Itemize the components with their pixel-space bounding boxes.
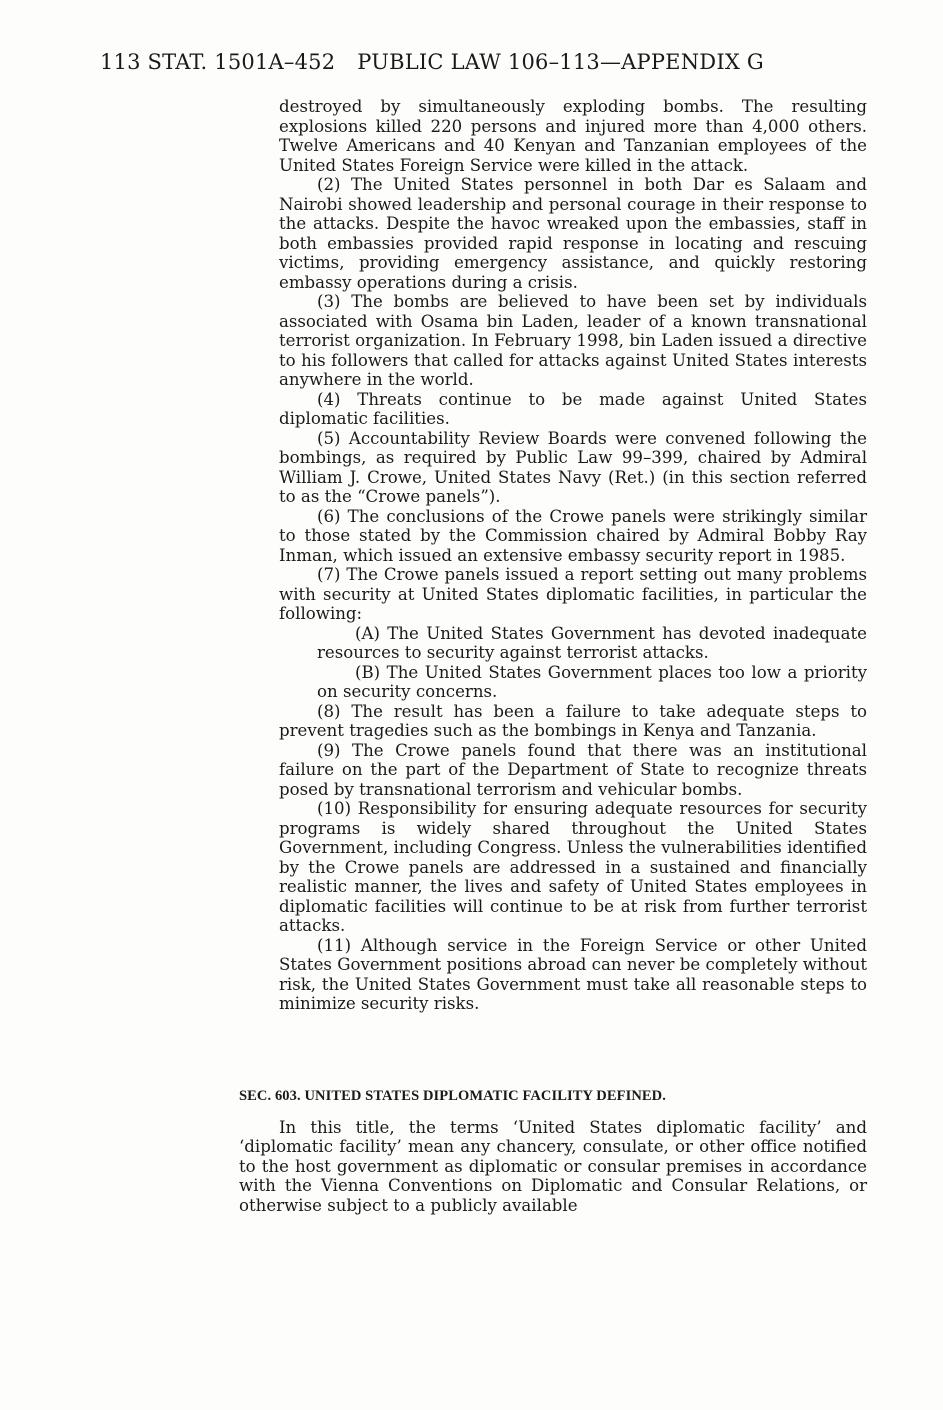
running-head [100,50,764,74]
stat-citation: 113 STAT. 1501A–452 [100,50,336,74]
findings-body [279,97,867,1014]
paragraph-10: (10) Responsibility for ensuring adequate resources for security programs is widely shared throughout the United States Government, including Congress. Unless the vulnerabilities identified by the Crowe panels are addressed in a sustained and financially realistic manner, the lives and safety of United States employees in diplomatic facilities will continue to be at risk from further terrorist attacks. [279,799,867,935]
subparagraph-7a: (A) The United States Government has devoted inadequate resources to security against terrorist attacks. [317,623,867,662]
paragraph-3: (3) The bombs are believed to have been set by individuals associated with Osama bin Laden, leader of a known transnational terrorist organization. In February 1998, bin Laden issued a directive to his followers that called for attacks against United States interests anywhere in the world. [279,292,867,389]
paragraph-5: (5) Accountability Review Boards were convened following the bombings, as required by Public Law 99–399, chaired by Admiral William J. Crowe, United States Navy (Ret.) (in this section referred to as the “Crowe panels”). [279,428,867,506]
paragraph-4: (4) Threats continue to be made against United States diplomatic facilities. [279,389,867,428]
subparagraph-7b: (B) The United States Government places too low a priority on security concerns. [317,662,867,701]
paragraph-6: (6) The conclusions of the Crowe panels were strikingly similar to those stated by the Commission chaired by Admiral Bobby Ray Inman, which issued an extensive embassy security report in 1985. [279,506,867,565]
law-title: PUBLIC LAW 106–113—APPENDIX G [357,50,764,74]
paragraph-1-continued: destroyed by simultaneously exploding bombs. The resulting explosions killed 220 persons and injured more than 4,000 others. Twelve Americans and 40 Kenyan and Tanzanian employees of the United States Foreign Service were killed in the attack. [279,97,867,175]
paragraph-8: (8) The result has been a failure to take adequate steps to prevent tragedies such as the bombings in Kenya and Tanzania. [279,701,867,740]
paragraph-9: (9) The Crowe panels found that there was an institutional failure on the part of the Department of State to recognize threats posed by transnational terrorism and vehicular bombs. [279,740,867,799]
paragraph-7: (7) The Crowe panels issued a report setting out many problems with security at United States diplomatic facilities, in particular the following: [279,565,867,623]
paragraph-2: (2) The United States personnel in both Dar es Salaam and Nairobi showed leadership and personal courage in their response to the attacks. Despite the havoc wreaked upon the embassies, staff in both embassies provided rapid response in locating and rescuing victims, providing emergency assistance, and quickly restoring embassy operations during a crisis. [279,175,867,292]
section-603-text: In this title, the terms ‘United States diplomatic facility’ and ‘diplomatic facility’ mean any chancery, consulate, or other office notified to the host government as diplomatic or consular premises in accordance with the Vienna Conventions on Diplomatic and Consular Relations, or otherwise subject to a publicly available [239,1117,867,1215]
section-603 [239,1087,867,1215]
paragraph-11: (11) Although service in the Foreign Service or other United States Government positions abroad can never be completely without risk, the United States Government must take all reasonable steps to minimize security risks. [279,935,867,1013]
section-heading: SEC. 603. UNITED STATES DIPLOMATIC FACILITY DEFINED. [239,1088,666,1104]
